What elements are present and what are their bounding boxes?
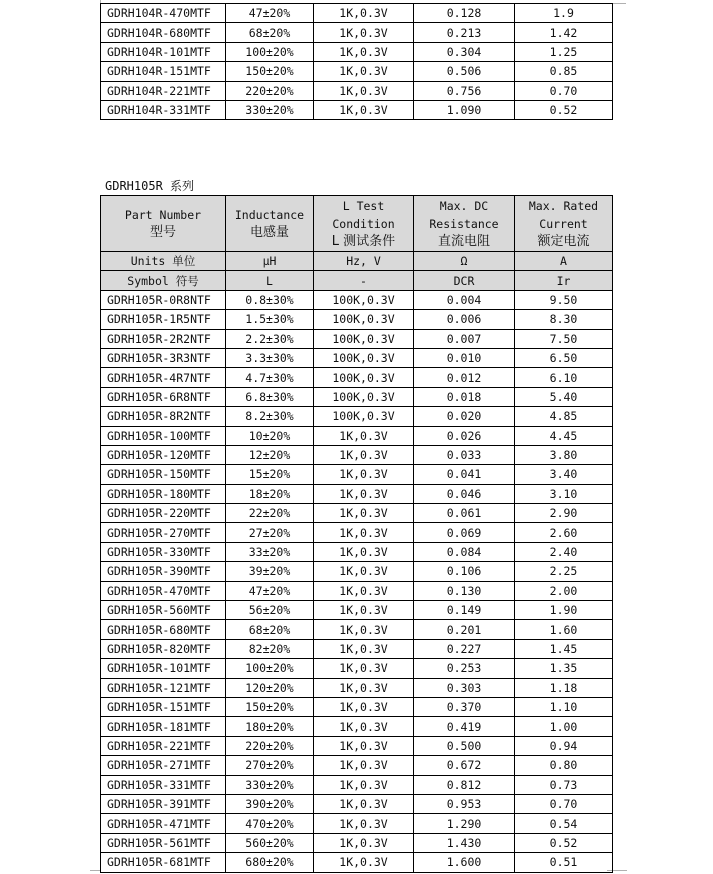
cell-part: GDRH105R-681MTF bbox=[101, 853, 226, 872]
cell-condition: 100K,0.3V bbox=[314, 407, 414, 426]
cell-part: GDRH105R-151MTF bbox=[101, 697, 226, 716]
cell-current: 0.52 bbox=[515, 833, 613, 852]
table-row bbox=[101, 581, 613, 600]
table-row bbox=[101, 445, 613, 464]
cell-current: 0.52 bbox=[515, 100, 613, 119]
cell-inductance: 6.8±30% bbox=[226, 387, 314, 406]
cell-dcr: 0.812 bbox=[414, 775, 515, 794]
cell-condition: 100K,0.3V bbox=[314, 368, 414, 387]
cell-condition: 1K,0.3V bbox=[314, 445, 414, 464]
gdrh105r-spec-table bbox=[100, 195, 613, 873]
table-row bbox=[101, 775, 613, 794]
cell-inductance: 100±20% bbox=[226, 42, 314, 61]
table-row bbox=[101, 290, 613, 309]
header-inductance: Inductance 电感量 bbox=[226, 196, 314, 252]
units-row bbox=[101, 252, 613, 271]
cell-condition: 1K,0.3V bbox=[314, 620, 414, 639]
table-row bbox=[101, 42, 613, 61]
units-current: A bbox=[515, 252, 613, 271]
cell-part: GDRH105R-471MTF bbox=[101, 814, 226, 833]
table-row bbox=[101, 504, 613, 523]
cell-inductance: 150±20% bbox=[226, 697, 314, 716]
cell-inductance: 560±20% bbox=[226, 833, 314, 852]
cell-part: GDRH104R-221MTF bbox=[101, 81, 226, 100]
cell-part: GDRH105R-561MTF bbox=[101, 833, 226, 852]
cell-part: GDRH105R-100MTF bbox=[101, 426, 226, 445]
cell-part: GDRH105R-390MTF bbox=[101, 562, 226, 581]
cell-current: 3.10 bbox=[515, 484, 613, 503]
cell-condition: 1K,0.3V bbox=[314, 775, 414, 794]
table-row bbox=[101, 329, 613, 348]
cell-dcr: 0.106 bbox=[414, 562, 515, 581]
cell-condition: 1K,0.3V bbox=[314, 542, 414, 561]
cell-condition: 100K,0.3V bbox=[314, 329, 414, 348]
cell-inductance: 4.7±30% bbox=[226, 368, 314, 387]
symbol-condition: - bbox=[314, 271, 414, 290]
cell-current: 0.94 bbox=[515, 736, 613, 755]
cell-condition: 1K,0.3V bbox=[314, 426, 414, 445]
table-row bbox=[101, 523, 613, 542]
cell-condition: 1K,0.3V bbox=[314, 81, 414, 100]
symbol-inductance: L bbox=[226, 271, 314, 290]
cell-dcr: 0.010 bbox=[414, 348, 515, 367]
page-corner-mark bbox=[611, 3, 626, 4]
cell-part: GDRH105R-470MTF bbox=[101, 581, 226, 600]
table-row bbox=[101, 387, 613, 406]
cell-dcr: 0.020 bbox=[414, 407, 515, 426]
cell-dcr: 0.006 bbox=[414, 310, 515, 329]
cell-current: 1.42 bbox=[515, 23, 613, 42]
cell-dcr: 0.370 bbox=[414, 697, 515, 716]
cell-current: 1.18 bbox=[515, 678, 613, 697]
table-row bbox=[101, 368, 613, 387]
units-inductance: μH bbox=[226, 252, 314, 271]
table-row bbox=[101, 717, 613, 736]
cell-part: GDRH105R-1R5NTF bbox=[101, 310, 226, 329]
table-row bbox=[101, 81, 613, 100]
cell-condition: 1K,0.3V bbox=[314, 736, 414, 755]
table-row bbox=[101, 426, 613, 445]
cell-dcr: 0.130 bbox=[414, 581, 515, 600]
cell-current: 1.35 bbox=[515, 659, 613, 678]
cell-dcr: 0.419 bbox=[414, 717, 515, 736]
cell-inductance: 270±20% bbox=[226, 756, 314, 775]
cell-part: GDRH104R-331MTF bbox=[101, 100, 226, 119]
table-row bbox=[101, 348, 613, 367]
cell-inductance: 8.2±30% bbox=[226, 407, 314, 426]
cell-current: 0.70 bbox=[515, 794, 613, 813]
table-row bbox=[101, 853, 613, 872]
symbol-current: Ir bbox=[515, 271, 613, 290]
table-row bbox=[101, 62, 613, 81]
cell-inductance: 100±20% bbox=[226, 659, 314, 678]
table-row bbox=[101, 659, 613, 678]
cell-part: GDRH105R-820MTF bbox=[101, 639, 226, 658]
cell-inductance: 2.2±30% bbox=[226, 329, 314, 348]
cell-dcr: 0.041 bbox=[414, 465, 515, 484]
cell-dcr: 0.012 bbox=[414, 368, 515, 387]
cell-dcr: 0.128 bbox=[414, 4, 515, 23]
cell-condition: 1K,0.3V bbox=[314, 717, 414, 736]
cell-condition: 1K,0.3V bbox=[314, 756, 414, 775]
cell-inductance: 470±20% bbox=[226, 814, 314, 833]
cell-current: 6.10 bbox=[515, 368, 613, 387]
cell-current: 6.50 bbox=[515, 348, 613, 367]
cell-inductance: 0.8±30% bbox=[226, 290, 314, 309]
cell-dcr: 0.201 bbox=[414, 620, 515, 639]
cell-part: GDRH105R-560MTF bbox=[101, 601, 226, 620]
units-resistance: Ω bbox=[414, 252, 515, 271]
cell-current: 1.25 bbox=[515, 42, 613, 61]
cell-dcr: 0.672 bbox=[414, 756, 515, 775]
cell-part: GDRH104R-470MTF bbox=[101, 4, 226, 23]
cell-condition: 1K,0.3V bbox=[314, 42, 414, 61]
cell-current: 0.80 bbox=[515, 756, 613, 775]
cell-condition: 1K,0.3V bbox=[314, 678, 414, 697]
cell-inductance: 330±20% bbox=[226, 775, 314, 794]
table-row bbox=[101, 23, 613, 42]
cell-part: GDRH105R-680MTF bbox=[101, 620, 226, 639]
cell-inductance: 68±20% bbox=[226, 23, 314, 42]
cell-condition: 1K,0.3V bbox=[314, 62, 414, 81]
cell-condition: 1K,0.3V bbox=[314, 4, 414, 23]
cell-inductance: 27±20% bbox=[226, 523, 314, 542]
cell-condition: 1K,0.3V bbox=[314, 697, 414, 716]
table-row bbox=[101, 620, 613, 639]
cell-part: GDRH105R-181MTF bbox=[101, 717, 226, 736]
cell-condition: 1K,0.3V bbox=[314, 853, 414, 872]
cell-inductance: 22±20% bbox=[226, 504, 314, 523]
table-row bbox=[101, 465, 613, 484]
cell-part: GDRH105R-121MTF bbox=[101, 678, 226, 697]
cell-current: 0.54 bbox=[515, 814, 613, 833]
table-row bbox=[101, 814, 613, 833]
cell-current: 2.40 bbox=[515, 542, 613, 561]
units-condition: Hz, V bbox=[314, 252, 414, 271]
cell-current: 0.70 bbox=[515, 81, 613, 100]
cell-current: 4.45 bbox=[515, 426, 613, 445]
cell-part: GDRH105R-331MTF bbox=[101, 775, 226, 794]
cell-condition: 100K,0.3V bbox=[314, 310, 414, 329]
cell-dcr: 0.004 bbox=[414, 290, 515, 309]
cell-part: GDRH104R-101MTF bbox=[101, 42, 226, 61]
cell-inductance: 180±20% bbox=[226, 717, 314, 736]
cell-dcr: 0.506 bbox=[414, 62, 515, 81]
cell-current: 3.40 bbox=[515, 465, 613, 484]
cell-part: GDRH105R-220MTF bbox=[101, 504, 226, 523]
cell-condition: 1K,0.3V bbox=[314, 23, 414, 42]
header-test-condition: L Test Condition L 测试条件 bbox=[314, 196, 414, 252]
cell-condition: 1K,0.3V bbox=[314, 484, 414, 503]
cell-inductance: 390±20% bbox=[226, 794, 314, 813]
cell-current: 1.60 bbox=[515, 620, 613, 639]
cell-current: 8.30 bbox=[515, 310, 613, 329]
cell-inductance: 39±20% bbox=[226, 562, 314, 581]
cell-inductance: 220±20% bbox=[226, 81, 314, 100]
cell-part: GDRH105R-4R7NTF bbox=[101, 368, 226, 387]
cell-part: GDRH104R-151MTF bbox=[101, 62, 226, 81]
cell-inductance: 680±20% bbox=[226, 853, 314, 872]
units-label: Units 单位 bbox=[101, 252, 226, 271]
table-row bbox=[101, 794, 613, 813]
cell-part: GDRH105R-6R8NTF bbox=[101, 387, 226, 406]
cell-current: 0.73 bbox=[515, 775, 613, 794]
cell-dcr: 0.084 bbox=[414, 542, 515, 561]
cell-dcr: 0.227 bbox=[414, 639, 515, 658]
table-row bbox=[101, 310, 613, 329]
cell-part: GDRH105R-0R8NTF bbox=[101, 290, 226, 309]
table-row bbox=[101, 639, 613, 658]
cell-condition: 1K,0.3V bbox=[314, 659, 414, 678]
cell-current: 1.00 bbox=[515, 717, 613, 736]
cell-current: 3.80 bbox=[515, 445, 613, 464]
cell-current: 7.50 bbox=[515, 329, 613, 348]
table-row bbox=[101, 833, 613, 852]
table-row bbox=[101, 484, 613, 503]
table-row bbox=[101, 601, 613, 620]
series-title: GDRH105R 系列 bbox=[105, 179, 195, 193]
cell-dcr: 0.018 bbox=[414, 387, 515, 406]
cell-dcr: 0.304 bbox=[414, 42, 515, 61]
cell-inductance: 330±20% bbox=[226, 100, 314, 119]
cell-dcr: 0.303 bbox=[414, 678, 515, 697]
cell-inductance: 68±20% bbox=[226, 620, 314, 639]
cell-current: 1.9 bbox=[515, 4, 613, 23]
cell-inductance: 1.5±30% bbox=[226, 310, 314, 329]
cell-inductance: 82±20% bbox=[226, 639, 314, 658]
header-part-number: Part Number 型号 bbox=[101, 196, 226, 252]
cell-part: GDRH105R-150MTF bbox=[101, 465, 226, 484]
cell-condition: 100K,0.3V bbox=[314, 348, 414, 367]
cell-dcr: 0.149 bbox=[414, 601, 515, 620]
symbol-label: Symbol 符号 bbox=[101, 271, 226, 290]
cell-condition: 1K,0.3V bbox=[314, 814, 414, 833]
cell-dcr: 1.600 bbox=[414, 853, 515, 872]
cell-part: GDRH105R-3R3NTF bbox=[101, 348, 226, 367]
cell-condition: 1K,0.3V bbox=[314, 601, 414, 620]
cell-dcr: 0.213 bbox=[414, 23, 515, 42]
cell-current: 4.85 bbox=[515, 407, 613, 426]
cell-part: GDRH104R-680MTF bbox=[101, 23, 226, 42]
cell-inductance: 150±20% bbox=[226, 62, 314, 81]
cell-part: GDRH105R-330MTF bbox=[101, 542, 226, 561]
cell-dcr: 0.756 bbox=[414, 81, 515, 100]
cell-part: GDRH105R-391MTF bbox=[101, 794, 226, 813]
cell-inductance: 10±20% bbox=[226, 426, 314, 445]
cell-condition: 1K,0.3V bbox=[314, 523, 414, 542]
symbol-resistance: DCR bbox=[414, 271, 515, 290]
cell-part: GDRH105R-271MTF bbox=[101, 756, 226, 775]
cell-inductance: 12±20% bbox=[226, 445, 314, 464]
table-row bbox=[101, 542, 613, 561]
table-row bbox=[101, 736, 613, 755]
cell-current: 2.60 bbox=[515, 523, 613, 542]
cell-dcr: 0.253 bbox=[414, 659, 515, 678]
cell-current: 2.90 bbox=[515, 504, 613, 523]
cell-dcr: 0.953 bbox=[414, 794, 515, 813]
cell-part: GDRH105R-120MTF bbox=[101, 445, 226, 464]
cell-condition: 1K,0.3V bbox=[314, 794, 414, 813]
cell-inductance: 220±20% bbox=[226, 736, 314, 755]
cell-condition: 100K,0.3V bbox=[314, 290, 414, 309]
cell-condition: 1K,0.3V bbox=[314, 639, 414, 658]
cell-dcr: 0.061 bbox=[414, 504, 515, 523]
cell-part: GDRH105R-2R2NTF bbox=[101, 329, 226, 348]
header-dc-resistance: Max. DC Resistance 直流电阻 bbox=[414, 196, 515, 252]
cell-dcr: 0.033 bbox=[414, 445, 515, 464]
cell-inductance: 47±20% bbox=[226, 4, 314, 23]
cell-condition: 1K,0.3V bbox=[314, 504, 414, 523]
cell-current: 0.51 bbox=[515, 853, 613, 872]
cell-current: 5.40 bbox=[515, 387, 613, 406]
table-row bbox=[101, 4, 613, 23]
cell-current: 1.90 bbox=[515, 601, 613, 620]
cell-inductance: 33±20% bbox=[226, 542, 314, 561]
cell-dcr: 0.069 bbox=[414, 523, 515, 542]
cell-part: GDRH105R-221MTF bbox=[101, 736, 226, 755]
cell-current: 0.85 bbox=[515, 62, 613, 81]
cell-condition: 1K,0.3V bbox=[314, 833, 414, 852]
cell-inductance: 56±20% bbox=[226, 601, 314, 620]
cell-current: 2.00 bbox=[515, 581, 613, 600]
cell-current: 1.10 bbox=[515, 697, 613, 716]
header-rated-current: Max. Rated Current 额定电流 bbox=[515, 196, 613, 252]
cell-part: GDRH105R-180MTF bbox=[101, 484, 226, 503]
cell-inductance: 120±20% bbox=[226, 678, 314, 697]
cell-part: GDRH105R-101MTF bbox=[101, 659, 226, 678]
table-row bbox=[101, 100, 613, 119]
cell-part: GDRH105R-270MTF bbox=[101, 523, 226, 542]
cell-dcr: 0.500 bbox=[414, 736, 515, 755]
cell-inductance: 18±20% bbox=[226, 484, 314, 503]
table-row bbox=[101, 562, 613, 581]
cell-dcr: 0.026 bbox=[414, 426, 515, 445]
cell-condition: 1K,0.3V bbox=[314, 562, 414, 581]
cell-current: 2.25 bbox=[515, 562, 613, 581]
cell-inductance: 15±20% bbox=[226, 465, 314, 484]
cell-dcr: 0.046 bbox=[414, 484, 515, 503]
cell-dcr: 0.007 bbox=[414, 329, 515, 348]
table-row bbox=[101, 697, 613, 716]
cell-condition: 1K,0.3V bbox=[314, 465, 414, 484]
table-row bbox=[101, 678, 613, 697]
gdrh104r-table-continued bbox=[100, 3, 613, 120]
cell-dcr: 1.090 bbox=[414, 100, 515, 119]
cell-part: GDRH105R-8R2NTF bbox=[101, 407, 226, 426]
cell-dcr: 1.290 bbox=[414, 814, 515, 833]
symbol-row bbox=[101, 271, 613, 290]
cell-condition: 100K,0.3V bbox=[314, 387, 414, 406]
cell-condition: 1K,0.3V bbox=[314, 581, 414, 600]
cell-condition: 1K,0.3V bbox=[314, 100, 414, 119]
cell-dcr: 1.430 bbox=[414, 833, 515, 852]
cell-current: 1.45 bbox=[515, 639, 613, 658]
table-row bbox=[101, 407, 613, 426]
page-corner-mark bbox=[90, 870, 100, 871]
cell-inductance: 47±20% bbox=[226, 581, 314, 600]
cell-inductance: 3.3±30% bbox=[226, 348, 314, 367]
cell-current: 9.50 bbox=[515, 290, 613, 309]
table-row bbox=[101, 756, 613, 775]
header-row bbox=[101, 196, 613, 252]
